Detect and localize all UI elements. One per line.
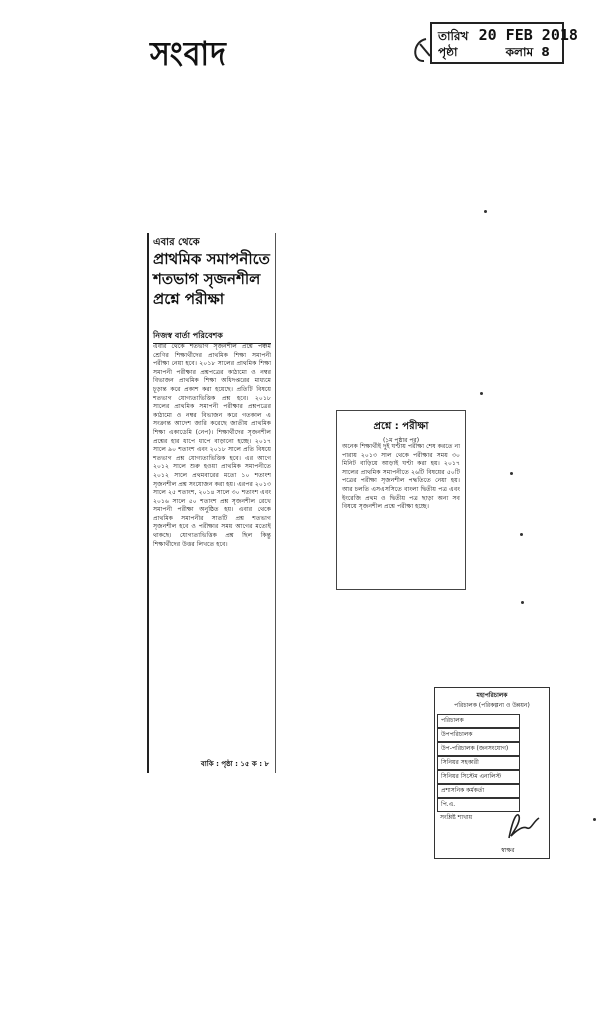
routing-form-row: পরিচালক: [437, 714, 520, 728]
routing-form-row: উপ-পরিচালক (জনসংযোগ): [437, 742, 520, 756]
newspaper-masthead: সংবাদ: [150, 35, 227, 74]
speck: [520, 533, 523, 536]
article-byline: নিজস্ব বার্তা পরিবেশক: [153, 330, 271, 344]
stamp-column-value: 8: [541, 45, 550, 59]
main-article-clipping: [147, 233, 276, 773]
stamp-date: 20 FEB 2018: [478, 26, 578, 44]
continuation-title: প্রশ্নে : পরীক্ষা: [373, 421, 429, 432]
routing-form-row: সংশ্লিষ্ট শাখায়: [440, 814, 473, 821]
routing-form-row: সিনিয়র সিস্টেম এনালিস্ট: [437, 770, 520, 784]
continuation-subtitle: (১ম পৃষ্ঠার পর): [382, 437, 420, 444]
stamp-column-label: কলাম: [505, 45, 534, 59]
speck: [510, 472, 513, 475]
routing-form-row: প্রশাসনিক কর্মকর্তা: [437, 784, 520, 798]
routing-form-row: সিনিয়র সহকারী: [437, 756, 520, 770]
routing-form: [434, 687, 550, 859]
date-stamp: [430, 22, 578, 64]
speck: [593, 818, 596, 821]
article-headline: প্রাথমিক সমাপনীতে শতভাগ সৃজনশীল প্রশ্নে পরীক্ষা: [153, 250, 270, 308]
continuation-clipping: [336, 410, 466, 590]
article-kicker: এবার থেকে: [153, 237, 200, 248]
speck: [480, 392, 483, 395]
signature-caption: স্বাক্ষর: [501, 847, 515, 854]
article-continued-note: বাকি : পৃষ্ঠা : ১৫ ক : ৮: [200, 760, 269, 768]
handwritten-signature: [503, 808, 543, 842]
routing-form-row: পি.এ.: [437, 798, 520, 812]
routing-form-header: মহাপরিচালক: [476, 692, 508, 699]
routing-form-subheader: পরিচালক (পরিকল্পনা ও উন্নয়ন): [454, 702, 530, 709]
stamp-date-label: তারিখ: [438, 29, 469, 43]
article-body: এবার থেকে শতভাগ সৃজনশীল প্রশ্নে পঞ্চম শ্রেণির শিক্ষার্থীদের প্রাথমিক শিক্ষা সমাপনী পরীক্ষা নেয়া হবে। ২০১৮ সালের প্রাথমিক শিক্ষা সমাপনী পরীক্ষার প্রশ্নপত্রের কাঠামো ও নম্বর বিভাজন প্রাথমিক শিক্ষা অধিদপ্তরের মাধ্যমে চূড়ান্ত করে প্রকাশ করা হয়েছে। প্রতিটি বিষয়ে শতভাগ যোগ্যতাভিত্তিক প্রশ্ন হবে। ২০১৮ সালের প্রাথমিক সমাপনী পরীক্ষার প্রশ্নপত্রের কাঠামো ও নম্বর বিভাজন করে গতকাল এ সংক্রান্ত আদেশ জারি করেছে জাতীয় প্রাথমিক শিক্ষা একাডেমি (নেপ)। শিক্ষার্থীদের সৃজনশীল প্রশ্নের হার ধাপে ধাপে বাড়ানো হচ্ছে। ২০১৭ সালে ৯০ শতাংশ এবং ২০১৮ সালে প্রতি বিষয়ে শতভাগ প্রশ্ন যোগ্যতাভিত্তিক হবে। এর আগে ২০১২ সালে শুরু হওয়া প্রাথমিক সমাপনীতে ২০১২ সালে প্রথমবারের মতো ১০ শতাংশ সৃজনশীল প্রশ্ন সংযোজন করা হয়। এরপর ২০১৩ সালে ২৫ শতাংশ, ২০১৪ সালে ৩০ শতাংশ এবং ২০১৬ সালে ৫০ শতাংশ প্রশ্ন সৃজনশীল রেখে সমাপনী পরীক্ষা অনুষ্ঠিত হয়। এবার থেকে প্রাথমিক সমাপনীর সাতটি প্রশ্ন শতভাগ সৃজনশীল হবে ও পরীক্ষার সময় আগের মতোই থাকছে। যোগ্যতাভিত্তিক প্রশ্ন ছিল কিন্তু শিক্ষার্থীদের উত্তর লিখতে হবে।: [153, 343, 271, 548]
speck: [484, 210, 487, 213]
stamp-page-row: [438, 44, 550, 64]
routing-form-row: উপপরিচালক: [437, 728, 520, 742]
speck: [521, 601, 524, 604]
continuation-body: অনেক শিক্ষার্থীই দুই ঘণ্টায় পরীক্ষা শেষ করতে না পারায় ২০১৩ সাল থেকে পরীক্ষার সময় ৩০ মিনিট বাড়িয়ে আড়াই ঘণ্টা করা হয়। ২০১৭ সালের প্রাথমিক সমাপনীতে ২৬টি বিষয়ের ৫০টি পত্রের পরীক্ষা সৃজনশীল পদ্ধতিতে নেয়া হয়। আর চলতি এসএসসিতে বাংলা দ্বিতীয় পত্র এবং ইংরেজি প্রথম ও দ্বিতীয় পত্র ছাড়া অন্য সব বিষয়ে সৃজনশীল প্রশ্নে পরীক্ষা হচ্ছে।: [342, 443, 460, 511]
stamp-page-label: পৃষ্ঠা: [438, 45, 458, 59]
